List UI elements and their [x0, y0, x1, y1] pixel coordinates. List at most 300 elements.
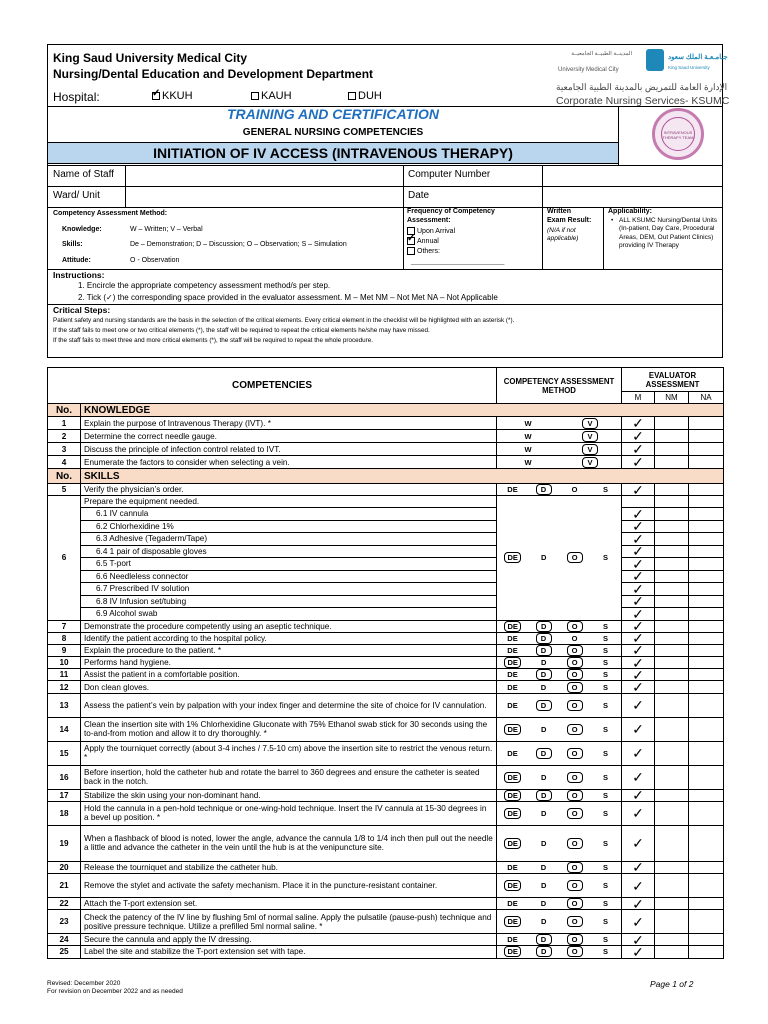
table-row — [48, 669, 724, 681]
method-option-d[interactable]: D — [541, 917, 547, 927]
method-option-de[interactable]: DE — [504, 838, 520, 849]
method-option-d[interactable]: D — [536, 700, 552, 711]
evaluator-met-cell[interactable] — [622, 484, 655, 496]
competency-text: Attach the T-port extension set. — [81, 898, 497, 910]
evaluator-na-cell[interactable] — [689, 508, 724, 521]
evaluator-na-cell[interactable] — [689, 741, 724, 765]
evaluator-not-met-cell[interactable] — [655, 430, 689, 443]
evaluator-not-met-cell[interactable] — [655, 595, 689, 608]
method-option-o[interactable]: O — [567, 645, 583, 656]
evaluator-met-cell[interactable] — [622, 545, 655, 558]
evaluator-met-cell[interactable] — [622, 456, 655, 469]
method-option-d[interactable]: D — [541, 772, 547, 782]
evaluator-met-cell[interactable] — [622, 443, 655, 456]
competency-text: Clean the insertion site with 1% Chlorhexidine Gluconate with 75% Ethanol swab stick for 30 seconds using the to-and-from motion and allow it to dry thoroughly. * — [81, 717, 497, 741]
evaluator-not-met-cell[interactable] — [655, 632, 689, 644]
method-option-o[interactable]: O — [571, 633, 578, 643]
evaluator-not-met-cell[interactable] — [655, 583, 689, 596]
method-option-v[interactable]: V — [582, 418, 598, 429]
evaluator-not-met-cell[interactable] — [655, 620, 689, 632]
method-option-de[interactable]: DE — [504, 724, 520, 735]
evaluator-na-cell[interactable] — [689, 765, 724, 789]
method-option-d[interactable]: D — [540, 899, 547, 909]
evaluator-not-met-cell[interactable] — [655, 520, 689, 533]
method-option-o[interactable]: O — [567, 669, 583, 680]
instructions-title: Instructions: — [53, 270, 105, 280]
table-row — [48, 608, 724, 621]
checkmark-icon: ✓ — [632, 656, 644, 669]
row-number: 13 — [48, 693, 81, 717]
evaluator-not-met-cell[interactable] — [655, 545, 689, 558]
ward-unit-field[interactable] — [128, 187, 403, 207]
ksu-logo-icon — [646, 49, 664, 71]
evaluator-na-cell[interactable] — [689, 934, 724, 946]
evaluator-not-met-cell[interactable] — [655, 496, 689, 508]
checkmark-icon: ✓ — [632, 945, 644, 959]
method-option-s[interactable]: S — [603, 670, 609, 680]
method-option-s[interactable]: S — [603, 485, 609, 494]
method-option-d[interactable]: D — [536, 748, 552, 759]
assessment-method-cell[interactable] — [497, 681, 622, 693]
method-option-d[interactable]: D — [536, 633, 552, 644]
table-row — [48, 741, 724, 765]
computer-number-field[interactable] — [544, 166, 724, 186]
evaluator-met-cell[interactable] — [622, 825, 655, 861]
checkmark-icon: ✓ — [632, 582, 644, 595]
evaluator-na-cell[interactable] — [689, 874, 724, 898]
evaluator-na-cell[interactable] — [689, 533, 724, 546]
evaluator-met-cell[interactable] — [622, 508, 655, 521]
method-option-s[interactable]: S — [603, 899, 609, 909]
evaluator-na-cell[interactable] — [689, 789, 724, 801]
row-number: 20 — [48, 861, 81, 873]
checkbox-icon[interactable] — [407, 247, 415, 255]
evaluator-not-met-cell[interactable] — [655, 681, 689, 693]
evaluator-not-met-cell[interactable] — [655, 533, 689, 546]
table-row — [48, 644, 724, 656]
evaluator-not-met-cell[interactable] — [655, 657, 689, 669]
method-option-de[interactable]: DE — [504, 621, 520, 632]
name-of-staff-field[interactable] — [128, 166, 403, 186]
method-option-s[interactable]: S — [603, 724, 609, 734]
method-option-o[interactable]: O — [567, 838, 583, 849]
evaluator-met-cell[interactable] — [622, 681, 655, 693]
table-row — [48, 484, 724, 496]
evaluator-na-cell[interactable] — [689, 946, 724, 958]
method-option-d[interactable]: D — [540, 862, 547, 872]
method-option-s[interactable]: S — [603, 917, 609, 927]
method-option-s[interactable]: S — [603, 790, 609, 800]
method-option-s[interactable]: S — [603, 633, 609, 643]
evaluator-not-met-cell[interactable] — [655, 608, 689, 621]
evaluator-met-cell[interactable] — [622, 934, 655, 946]
method-option-d[interactable]: D — [536, 484, 552, 495]
evaluator-not-met-cell[interactable] — [655, 934, 689, 946]
evaluator-na-cell[interactable] — [689, 644, 724, 656]
checkbox-icon[interactable] — [348, 92, 356, 100]
method-option-s[interactable]: S — [603, 621, 609, 631]
assessment-method-cell[interactable] — [497, 443, 622, 456]
evaluator-na-cell[interactable] — [689, 693, 724, 717]
assessment-method-cell[interactable] — [497, 456, 622, 469]
evaluator-not-met-cell[interactable] — [655, 644, 689, 656]
table-row — [48, 430, 724, 443]
method-option-d[interactable]: D — [540, 682, 547, 692]
assessment-method-cell[interactable] — [497, 430, 622, 443]
hospital-label: Hospital: — [53, 90, 100, 104]
row-number: 15 — [48, 741, 81, 765]
row-number: 12 — [48, 681, 81, 693]
evaluator-met-cell[interactable] — [622, 910, 655, 934]
method-option-v[interactable]: V — [582, 431, 598, 442]
assessment-method-cell[interactable] — [497, 801, 622, 825]
evaluator-not-met-cell[interactable] — [655, 456, 689, 469]
method-option-de[interactable]: DE — [504, 790, 520, 801]
assessment-method-cell[interactable] — [497, 620, 622, 632]
method-option-w[interactable]: W — [524, 418, 532, 428]
evaluator-met-cell[interactable] — [622, 789, 655, 801]
page-subtitle: GENERAL NURSING COMPETENCIES — [242, 127, 424, 138]
method-option-s[interactable]: S — [603, 658, 609, 668]
evaluator-not-met-cell[interactable] — [655, 717, 689, 741]
method-option-w[interactable]: W — [524, 444, 532, 454]
assessment-method-cell[interactable] — [497, 789, 622, 801]
evaluator-met-cell[interactable] — [622, 693, 655, 717]
method-option-o[interactable]: O — [567, 916, 583, 927]
evaluator-not-met-cell[interactable] — [655, 861, 689, 873]
assessment-method-cell[interactable] — [497, 861, 622, 873]
checkbox-icon[interactable] — [251, 92, 259, 100]
method-option-s[interactable]: S — [603, 772, 609, 782]
umc-logo-arabic: المدينــة الطبيــة الجامعيــة — [571, 51, 632, 57]
row-number: 8 — [48, 632, 81, 644]
checkbox-icon[interactable] — [407, 237, 415, 245]
checkmark-icon: ✓ — [632, 557, 644, 570]
method-option-s[interactable]: S — [603, 881, 609, 890]
evaluator-na-cell[interactable] — [689, 430, 724, 443]
evaluator-not-met-cell[interactable] — [655, 825, 689, 861]
evaluator-na-cell[interactable] — [689, 657, 724, 669]
evaluator-na-cell[interactable] — [689, 558, 724, 571]
frequency-others-line: ________________________ — [411, 258, 505, 265]
method-option-s[interactable]: S — [603, 553, 609, 563]
method-option-d[interactable]: D — [541, 881, 547, 890]
evaluator-met-cell[interactable] — [622, 632, 655, 644]
competency-text: Identify the patient according to the hospital policy. — [81, 632, 497, 644]
evaluator-na-cell[interactable] — [689, 570, 724, 583]
evaluator-na-cell[interactable] — [689, 898, 724, 910]
method-option-de[interactable]: DE — [504, 772, 520, 783]
evaluator-na-cell[interactable] — [689, 595, 724, 608]
evaluator-not-met-cell[interactable] — [655, 484, 689, 496]
evaluator-not-met-cell[interactable] — [655, 789, 689, 801]
table-row — [48, 508, 724, 521]
evaluator-met-cell[interactable] — [622, 533, 655, 546]
row-number: 10 — [48, 657, 81, 669]
evaluator-met-cell[interactable] — [622, 765, 655, 789]
evaluator-met-cell[interactable] — [622, 741, 655, 765]
method-option-d[interactable]: D — [536, 669, 552, 680]
method-option-s[interactable]: S — [603, 808, 609, 818]
method-option-o[interactable]: O — [567, 748, 583, 759]
method-option-o[interactable]: O — [567, 808, 583, 819]
evaluator-not-met-cell[interactable] — [655, 558, 689, 571]
method-option-o[interactable]: O — [567, 700, 583, 711]
method-option-de[interactable]: DE — [504, 808, 520, 819]
evaluator-met-cell[interactable] — [622, 520, 655, 533]
evaluator-na-cell[interactable] — [689, 520, 724, 533]
table-row — [48, 417, 724, 430]
evaluator-na-cell[interactable] — [689, 717, 724, 741]
assessment-method-cell[interactable] — [497, 717, 622, 741]
competency-text: Secure the cannula and apply the IV dressing. — [81, 934, 497, 946]
method-label: Skills: — [62, 241, 83, 248]
evaluator-not-met-cell[interactable] — [655, 741, 689, 765]
ksu-logo-arabic: جـامـعـة الملك سعود — [668, 54, 728, 61]
competencies-header: COMPETENCIES — [48, 368, 497, 404]
method-option-s[interactable]: S — [603, 700, 609, 710]
evaluator-met-cell[interactable] — [622, 417, 655, 430]
method-option-s[interactable]: S — [603, 748, 609, 758]
assessment-method-cell[interactable] — [497, 874, 622, 898]
evaluator-met-cell[interactable] — [622, 717, 655, 741]
method-option-de[interactable]: DE — [507, 633, 518, 643]
evaluator-na-cell[interactable] — [689, 484, 724, 496]
evaluator-na-cell[interactable] — [689, 801, 724, 825]
competency-text: Label the site and stabilize the T-port extension set with tape. — [81, 946, 497, 958]
method-option-de[interactable]: DE — [507, 670, 518, 680]
evaluator-na-cell[interactable] — [689, 443, 724, 456]
evaluator-met-cell[interactable] — [622, 595, 655, 608]
checkmark-icon: ✓ — [632, 721, 644, 738]
method-option-d[interactable]: D — [536, 645, 552, 656]
evaluator-na-cell[interactable] — [689, 861, 724, 873]
table-row — [48, 595, 724, 608]
method-option-s[interactable]: S — [603, 682, 609, 692]
evaluator-na-cell[interactable] — [689, 632, 724, 644]
method-option-s[interactable]: S — [603, 645, 609, 655]
evaluator-not-met-cell[interactable] — [655, 443, 689, 456]
method-option-o[interactable]: O — [567, 657, 583, 668]
evaluator-na-cell[interactable] — [689, 456, 724, 469]
checkmark-icon: ✓ — [632, 789, 644, 802]
evaluator-met-cell[interactable] — [622, 898, 655, 910]
row-number: 1 — [48, 417, 81, 430]
assessment-method-cell[interactable] — [497, 910, 622, 934]
page-title: TRAINING AND CERTIFICATION — [226, 106, 440, 122]
table-row — [48, 693, 724, 717]
frequency-annual[interactable]: ✓Annual — [407, 237, 439, 245]
checkmark-icon: ✓ — [632, 877, 644, 894]
method-option-d[interactable]: D — [541, 724, 547, 734]
method-option-de[interactable]: DE — [507, 935, 518, 945]
method-option-o[interactable]: O — [567, 724, 583, 735]
evaluator-not-met-cell[interactable] — [655, 570, 689, 583]
method-option-w[interactable]: W — [524, 457, 532, 467]
method-option-de[interactable]: DE — [504, 916, 520, 927]
evaluator-met-cell[interactable] — [622, 570, 655, 583]
assessment-method-cell[interactable] — [497, 693, 622, 717]
method-option-d[interactable]: D — [541, 658, 547, 668]
evaluator-na-cell[interactable] — [689, 496, 724, 508]
method-option-de[interactable]: DE — [507, 682, 518, 692]
assessment-method-cell[interactable] — [497, 644, 622, 656]
method-option-s[interactable]: S — [603, 838, 609, 848]
method-option-o[interactable]: O — [567, 862, 583, 873]
method-option-o[interactable]: O — [567, 790, 583, 801]
method-option-o[interactable]: O — [567, 898, 583, 909]
corporate-arabic: الإدارة العامة للتمريض بالمدينة الطبية الجامعية — [556, 82, 728, 92]
method-option-v[interactable]: V — [582, 457, 598, 468]
checkmark-icon: ✓ — [632, 429, 644, 443]
checkmark-icon: ✓ — [632, 668, 644, 681]
method-option-o[interactable]: O — [567, 552, 583, 563]
evaluator-na-cell[interactable] — [689, 608, 724, 621]
table-header-row — [48, 368, 724, 392]
method-header: COMPETENCY ASSESSMENT METHOD — [497, 368, 622, 404]
checkmark-icon: ✓ — [632, 913, 644, 930]
assessment-method-cell[interactable] — [497, 825, 622, 861]
method-option-o[interactable]: O — [567, 946, 583, 957]
method-option-d[interactable]: D — [541, 553, 547, 563]
evaluator-not-met-cell[interactable] — [655, 910, 689, 934]
method-option-o[interactable]: O — [567, 880, 583, 891]
method-option-o[interactable]: O — [567, 772, 583, 783]
method-option-de[interactable]: DE — [504, 946, 520, 957]
evaluator-not-met-cell[interactable] — [655, 693, 689, 717]
method-option-d[interactable]: D — [536, 946, 552, 957]
not-met-header: NM — [655, 392, 689, 404]
evaluator-not-met-cell[interactable] — [655, 508, 689, 521]
evaluator-met-cell[interactable] — [622, 861, 655, 873]
assessment-method-cell[interactable] — [497, 632, 622, 644]
method-option-v[interactable]: V — [582, 444, 598, 455]
evaluator-na-cell[interactable] — [689, 620, 724, 632]
method-option-d[interactable]: D — [541, 838, 547, 848]
name-of-staff-label: Name of Staff — [53, 169, 114, 180]
page-number: Page 1 of 2 — [650, 979, 694, 989]
checkbox-icon[interactable] — [152, 92, 160, 100]
evaluator-met-cell[interactable] — [622, 608, 655, 621]
hospital-option-kauh[interactable]: KAUH — [251, 90, 292, 102]
method-option-o[interactable]: O — [571, 485, 578, 494]
skills-title: SKILLS — [81, 469, 724, 484]
method-option-d[interactable]: D — [536, 621, 552, 632]
table-row — [48, 496, 724, 508]
table-row — [48, 910, 724, 934]
table-row — [48, 583, 724, 596]
method-option-de[interactable]: DE — [507, 485, 518, 494]
evaluator-not-met-cell[interactable] — [655, 874, 689, 898]
evaluator-met-cell[interactable] — [622, 620, 655, 632]
evaluator-met-cell[interactable] — [622, 946, 655, 958]
assessment-method-cell[interactable] — [497, 484, 622, 496]
competency-text: Explain the procedure to the patient. * — [81, 644, 497, 656]
critical-step-text: If the staff fails to meet three and more critical elements (*), the staff will be required to repeat the whole procedure. — [53, 337, 374, 344]
hospital-option-kkuh[interactable]: ✓ KKUH — [152, 90, 193, 102]
ksu-logo-text: King Saud University — [668, 65, 710, 70]
method-option-d[interactable]: D — [536, 790, 552, 801]
row-number: 19 — [48, 825, 81, 861]
evaluator-na-cell[interactable] — [689, 583, 724, 596]
method-option-s[interactable]: S — [603, 935, 609, 945]
hospital-option-duh[interactable]: DUH — [348, 90, 382, 102]
frequency-upon-arrival[interactable]: Upon Arrival — [407, 227, 455, 235]
method-option-de[interactable]: DE — [507, 700, 518, 710]
evaluator-met-cell[interactable] — [622, 430, 655, 443]
evaluator-na-cell[interactable] — [689, 417, 724, 430]
method-option-w[interactable]: W — [524, 431, 532, 441]
method-option-de[interactable]: DE — [507, 899, 518, 909]
computer-number-label: Computer Number — [408, 169, 491, 180]
critical-step-text: Patient safety and nursing standards are the basis in the selection of the critical elements. Every critical element in the checklist will be highlighted with an asterisk (*). — [53, 317, 515, 324]
evaluator-met-cell[interactable] — [622, 801, 655, 825]
evaluator-met-cell[interactable] — [622, 558, 655, 571]
evaluator-na-cell[interactable] — [689, 669, 724, 681]
instruction-item: 1. Encircle the appropriate competency assessment method/s per step. — [78, 281, 331, 290]
method-label: Attitude: — [62, 257, 91, 264]
evaluator-met-cell[interactable] — [622, 583, 655, 596]
method-option-de[interactable]: DE — [504, 552, 520, 563]
evaluator-not-met-cell[interactable] — [655, 669, 689, 681]
method-value: W – Written; V – Verbal — [130, 226, 203, 233]
evaluator-met-cell[interactable] — [622, 644, 655, 656]
method-option-o[interactable]: O — [567, 621, 583, 632]
row-number: 11 — [48, 669, 81, 681]
method-option-o[interactable]: O — [567, 682, 583, 693]
method-option-de[interactable]: DE — [504, 657, 520, 668]
method-option-de[interactable]: DE — [507, 645, 518, 655]
evaluator-met-cell[interactable] — [622, 496, 655, 508]
date-field[interactable] — [544, 187, 724, 207]
assessment-method-cell[interactable] — [497, 934, 622, 946]
evaluator-not-met-cell[interactable] — [655, 765, 689, 789]
assessment-method-cell[interactable] — [497, 417, 622, 430]
evaluator-not-met-cell[interactable] — [655, 898, 689, 910]
evaluator-na-cell[interactable] — [689, 681, 724, 693]
assessment-method-cell[interactable] — [497, 898, 622, 910]
method-option-de[interactable]: DE — [504, 880, 520, 891]
assessment-method-cell[interactable] — [497, 765, 622, 789]
checkmark-icon: ✓ — [632, 632, 644, 645]
frequency-others[interactable]: Others: — [407, 247, 440, 255]
evaluator-na-cell[interactable] — [689, 545, 724, 558]
evaluator-met-cell[interactable] — [622, 657, 655, 669]
method-option-de[interactable]: DE — [507, 748, 518, 758]
evaluator-not-met-cell[interactable] — [655, 417, 689, 430]
method-option-o[interactable]: O — [567, 934, 583, 945]
assessment-method-cell[interactable] — [497, 669, 622, 681]
evaluator-na-cell[interactable] — [689, 825, 724, 861]
evaluator-na-cell[interactable] — [689, 910, 724, 934]
method-option-de[interactable]: DE — [507, 862, 518, 872]
evaluator-met-cell[interactable] — [622, 669, 655, 681]
method-option-d[interactable]: D — [536, 934, 552, 945]
assessment-method-cell[interactable] — [497, 657, 622, 669]
assessment-method-cell[interactable] — [497, 496, 622, 621]
assessment-method-cell[interactable] — [497, 946, 622, 958]
method-option-d[interactable]: D — [541, 808, 547, 818]
evaluator-not-met-cell[interactable] — [655, 946, 689, 958]
evaluator-not-met-cell[interactable] — [655, 801, 689, 825]
evaluator-met-cell[interactable] — [622, 874, 655, 898]
method-option-s[interactable]: S — [603, 947, 609, 957]
checkmark-icon: ✓ — [632, 416, 644, 430]
row-number: 23 — [48, 910, 81, 934]
assessment-method-cell[interactable] — [497, 741, 622, 765]
table-row — [48, 570, 724, 583]
method-option-s[interactable]: S — [603, 862, 609, 872]
